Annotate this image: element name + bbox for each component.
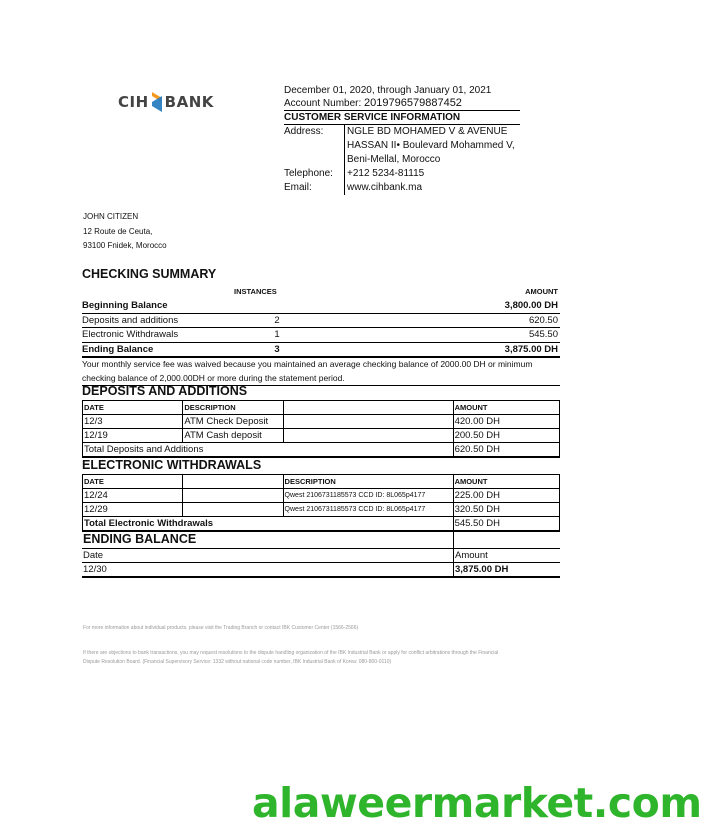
cell-amount: 320.50 DH: [453, 503, 559, 517]
checking-summary: [82, 267, 560, 386]
summary-instances: [262, 299, 292, 313]
cell-date: 12/19: [83, 429, 183, 443]
summary-instances: 1: [274, 329, 280, 340]
watermark: alaweermarket.com: [252, 779, 702, 827]
total-row: [83, 443, 560, 458]
cell-amount: 3,875.00 DH: [454, 563, 561, 578]
col-amount: AMOUNT: [453, 475, 559, 489]
footer-info: For more information about individual products, please visit the Trading Branch or contact IBK Customer Center (1566-2566): [83, 625, 359, 631]
amount-header: AMOUNT: [525, 287, 558, 296]
ending-balance-title-row: [82, 531, 560, 549]
table-header-row: [83, 401, 560, 415]
customer-address-line: 12 Route de Ceuta,: [83, 226, 153, 236]
instances-header: INSTANCES: [234, 287, 277, 296]
customer-name: JOHN CITIZEN: [83, 212, 139, 221]
cell-amount: 225.00 DH: [453, 489, 559, 503]
total-label: Total Deposits and Additions: [83, 443, 454, 458]
summary-row: [82, 343, 560, 359]
total-label: Total Electronic Withdrawals: [83, 517, 454, 532]
cell-date: 12/29: [83, 503, 183, 517]
customer-address-line: 93100 Fnidek, Morocco: [83, 241, 167, 250]
summary-instances: 3: [274, 343, 280, 355]
col-date: DATE: [83, 475, 183, 489]
cell-blank: [183, 489, 283, 503]
account-number-value: 2019796579887452: [364, 97, 462, 109]
checking-summary-title: CHECKING SUMMARY: [82, 267, 217, 281]
col-date: DATE: [83, 401, 183, 415]
table-row: [83, 503, 560, 517]
bank-logo: [118, 92, 214, 112]
cell-date: 12/24: [83, 489, 183, 503]
summary-amount: 3,800.00 DH: [504, 300, 558, 311]
summary-row: [82, 299, 560, 314]
customer-service-title: CUSTOMER SERVICE INFORMATION: [284, 110, 520, 125]
col-amount: AMOUNT: [453, 401, 559, 415]
ending-balance-section: [82, 531, 560, 578]
cell-amount: 420.00 DH: [453, 415, 559, 429]
ending-balance-title: ENDING BALANCE: [82, 531, 454, 549]
logo-text-cih: CIH: [118, 93, 149, 111]
total-amount: 620.50 DH: [453, 443, 559, 458]
cell-blank: [283, 429, 453, 443]
telephone-label: Telephone:: [284, 168, 333, 179]
statement-header: [284, 84, 520, 195]
logo-text-bank: BANK: [164, 93, 214, 111]
table-header-row: [82, 549, 560, 563]
address-value: [345, 125, 515, 167]
summary-label: Deposits and additions: [82, 314, 179, 326]
cell-date: 12/30: [82, 563, 454, 578]
cih-bank-logo-icon: [151, 92, 163, 112]
table-header-row: [83, 475, 560, 489]
summary-label: Beginning Balance: [82, 300, 168, 311]
address-line: HASSAN II• Boulevard Mohammed V,: [347, 140, 515, 151]
cell-blank: [454, 531, 561, 549]
telephone-value: +212 5234-81115: [345, 167, 515, 181]
summary-amount: 620.50: [528, 314, 558, 326]
withdrawals-table: [82, 474, 560, 532]
cell-date: 12/3: [83, 415, 183, 429]
summary-amount: 545.50: [528, 329, 558, 340]
deposits-section: [82, 383, 560, 458]
deposits-table: [82, 400, 560, 458]
table-row: [82, 563, 560, 578]
table-row: [83, 489, 560, 503]
cell-description: ATM Cash deposit: [183, 429, 284, 443]
total-row: [83, 517, 560, 532]
summary-instances: 2: [274, 314, 280, 326]
cell-description: ATM Check Deposit: [183, 415, 284, 429]
table-row: [83, 429, 560, 443]
customer-service-table: [284, 125, 515, 195]
email-label: Email:: [284, 182, 312, 193]
cell-description: Qwest 2106731185573 CCD ID: 8L065p4177: [283, 503, 453, 517]
footer-disclaimer: If there are objections to bank transactions, you may request resolutions to the dispute handling organization of the IBK Industrial Bank or apply for conflict arbitrations through the Financial Dispute Resolution Board. (Financial Supervisory Service: 1332 without national code number, IBK Industrial Bank of Korea: 080-800-0110): [83, 650, 499, 665]
col-date: Date: [82, 549, 454, 563]
email-value[interactable]: www.cihbank.ma: [345, 181, 515, 195]
address-line: Beni-Mellal, Morocco: [347, 154, 441, 165]
account-number-label: Account Number:: [284, 98, 365, 109]
customer-address-block: [83, 210, 167, 254]
address-line: NGLE BD MOHAMED V & AVENUE: [347, 126, 508, 137]
cell-description: Qwest 2106731185573 CCD ID: 8L065p4177: [283, 489, 453, 503]
cell-amount: 200.50 DH: [453, 429, 559, 443]
statement-period: December 01, 2020, through January 01, 2021: [284, 85, 492, 96]
deposits-title: DEPOSITS AND ADDITIONS: [82, 384, 248, 398]
total-amount: 545.50 DH: [453, 517, 559, 532]
summary-row: [82, 314, 560, 329]
withdrawals-title: ELECTRONIC WITHDRAWALS: [82, 458, 262, 472]
service-fee-note: Your monthly service fee was waived because you maintained an average checking balance of 2000.00 DH or minimum checking balance of 2,000.00DH or more during the statement period.: [82, 358, 560, 386]
summary-label: Ending Balance: [82, 343, 154, 355]
col-blank: [283, 401, 453, 415]
account-number: [284, 97, 520, 110]
col-amount: Amount: [454, 549, 561, 563]
withdrawals-section: [82, 457, 560, 532]
summary-row: [82, 328, 560, 343]
cell-blank: [283, 415, 453, 429]
cell-blank: [183, 503, 283, 517]
address-label: Address:: [284, 126, 324, 137]
table-row: [83, 415, 560, 429]
col-blank: [183, 475, 283, 489]
col-description: DESCRIPTION: [283, 475, 453, 489]
col-description: DESCRIPTION: [183, 401, 284, 415]
ending-balance-table: [82, 531, 560, 578]
summary-label: Electronic Withdrawals: [82, 329, 179, 340]
summary-amount: 3,875.00 DH: [504, 343, 558, 355]
summary-column-headers: [82, 287, 560, 299]
